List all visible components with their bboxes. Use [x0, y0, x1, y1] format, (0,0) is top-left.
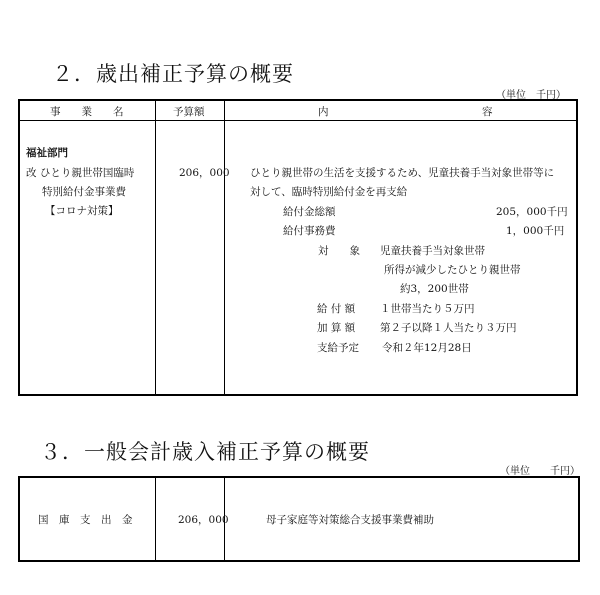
expenditure-table [18, 99, 578, 396]
section2-unit: （単位 千円） [496, 90, 566, 101]
target-label: 対 象 [318, 245, 360, 257]
benefit-value: １世帯当たり５万円 [380, 303, 475, 315]
addition-label: 加 算 額 [317, 322, 356, 334]
section3-unit: （単位 千円） [500, 466, 580, 477]
dept-label: 福祉部門 [26, 147, 68, 159]
section2-title: ２．歳出補正予算の概要 [52, 62, 294, 86]
revenue-column-divider-1 [155, 478, 156, 560]
column-divider-2 [224, 101, 225, 394]
header-content-right: 容 [482, 106, 493, 118]
header-content-left: 内 [318, 106, 329, 118]
office-cost-label: 給付事務費 [283, 225, 336, 237]
item-name-line1: 改 ひとり親世帯国臨時 [26, 167, 135, 179]
total-value: 205，000千円 [496, 206, 568, 218]
desc-line2: 対して、臨時特別給付金を再支給 [250, 186, 408, 198]
desc-line1: ひとり親世帯の生活を支援するため、児童扶養手当対象世帯等に [250, 167, 555, 179]
revenue-item: 国 庫 支 出 金 [38, 514, 133, 526]
item-name-line2: 特別給付金事業費 [42, 186, 126, 198]
header-item-name: 事 業 名 [50, 106, 124, 118]
benefit-label: 給 付 額 [317, 303, 356, 315]
schedule-value: 令和２年12月28日 [382, 342, 472, 354]
target-line1: 児童扶養手当対象世帯 [380, 245, 485, 257]
budget-amount: 206，000 [179, 167, 230, 179]
schedule-label: 支給予定 [317, 342, 359, 354]
header-budget: 予算額 [173, 106, 205, 118]
column-divider-1 [155, 101, 156, 394]
section3-title: ３．一般会計歳入補正予算の概要 [40, 440, 370, 464]
total-label: 給付金総額 [283, 206, 336, 218]
target-line2: 所得が減少したひとり親世帯 [384, 264, 521, 276]
item-name-line3: 【コロナ対策】 [45, 205, 119, 217]
target-line3: 約3，200世帯 [400, 283, 469, 295]
addition-value: 第２子以降１人当たり３万円 [380, 322, 517, 334]
revenue-table [18, 476, 580, 562]
header-divider [20, 120, 576, 121]
revenue-amount: 206，000 [178, 514, 229, 526]
revenue-description: 母子家庭等対策総合支援事業費補助 [266, 514, 434, 526]
office-cost-value: 1，000千円 [506, 225, 565, 237]
